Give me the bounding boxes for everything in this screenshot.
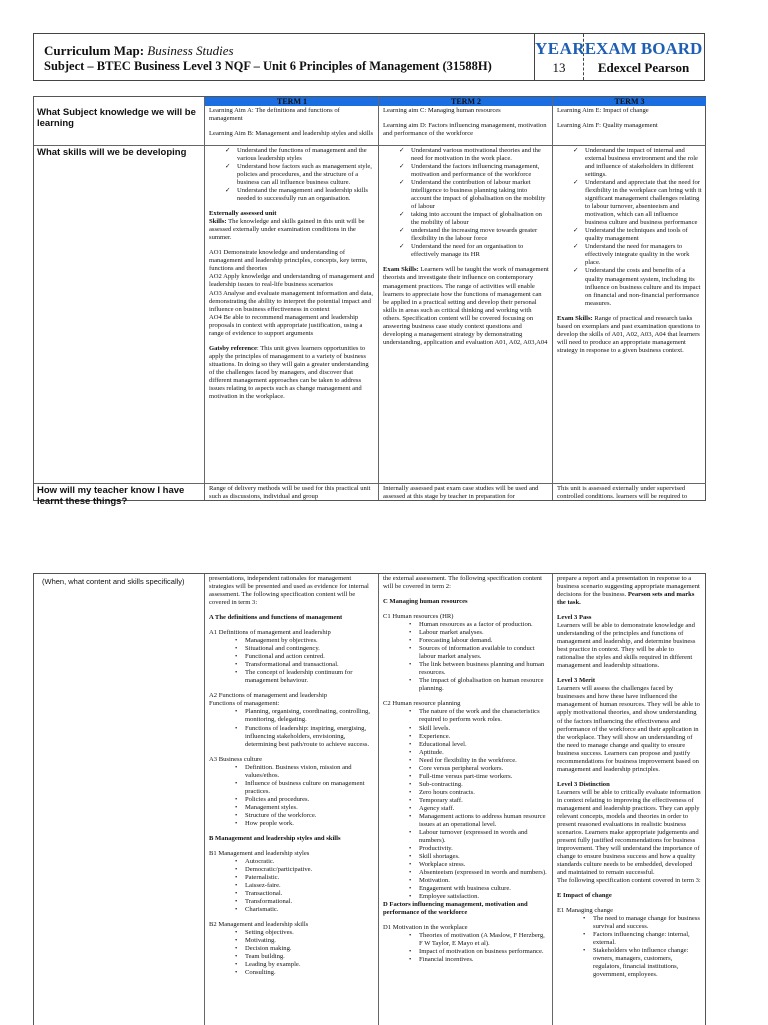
- list-item: • Structure of the workforce.: [245, 812, 374, 820]
- term-3-knowledge: Learning Aim E: Impact of change Learning Aim F: Quality management: [553, 106, 706, 146]
- list-item: • Democratic/participative.: [245, 866, 374, 874]
- list-item: • Transactional.: [245, 890, 374, 898]
- term-2-column: [378, 97, 553, 500]
- term-1-skills: ✓ Understand the functions of management and the various leadership styles ✓ Understand how factors such as management style, policies and procedures, and the structure of a business can all influence business culture. ✓ Understand the management and leadership skills needed to successfully run an organisation. Externally assessed unit Skills: The knowledge and skills gained in this unit will be assessed externally under examination conditions in the summer. AO1 Demonstrate knowledge and understanding of management and leadership principles, concepts, key terms, functions and theories AO2 Apply knowledge and understanding of management and leadership issues to real-life business scenarios AO3 Analyse and evaluate management information and data, demonstrating the ability to interpret the potential impact and influence on business effectiveness in context AO4 Be able to recommend management and leadership proposals in context with appropriate justification, using a range of evidence to support arguments Gatsby reference: This unit gives learners opportunities to apply the principles of management to a variety of business situations. In doing so they will gain a greater understanding of the challenges faced by managers, and discover that different management approaches can be taken to address issues relating to aspects such as change management and motivation in the workplace.: [205, 146, 379, 484]
- list-item: • Laissez-faire.: [245, 882, 374, 890]
- term-3-assessment: This unit is assessed externally under supervised controlled conditions. learners will be required to: [557, 485, 688, 501]
- term-2-knowledge: Learning aim C: Managing human resources Learning aim D: Factors influencing management, motivation and performance of the workforce: [379, 106, 553, 146]
- list-item: • Skill levels.: [419, 725, 548, 733]
- list-item: • The impact of globalisation on human resource planning.: [419, 677, 548, 693]
- list-item: • Productivity.: [419, 845, 548, 853]
- list-item: • Management by objectives.: [245, 637, 374, 645]
- list-item: • Need for flexibility in the workforce.: [419, 757, 548, 765]
- list-item: • Forecasting labour demand.: [419, 637, 548, 645]
- term-3-content: prepare a report and a presentation in response to a business scenario suggesting appropriate management decisions for the business. Pearson sets and marks the task. Level 3 Pass Learners will be able to demonstrate knowledge and understanding of the principles and functions of management and leadership, and determine business best practice in context. They will be able to rationalise the styles and skills required in different management and leadership situations. Level 3 Merit Learners will assess the challenges faced by businesses and how these have influenced the management of human resources. They will be able to apply motivational theories, and show understanding of the factors influencing the effectiveness and performance of the workforce and their application in the workplace. They will show an understanding of the need to manage change and quality to ensure business success. Learners can propose and justify recommendations for business improvement based on management and leadership principles. Level 3 Distinction Learners will be able to critically evaluate information in context relating to improving the effectiveness of management and leadership practices. They can apply relevant concepts, models and theories in order to present reasoned evaluations in realistic business scenarios. Learners make appropriate judgements and present fully justified recommendations for business improvement. They will understand the importance of change to ensure business success and how a quality standards culture needs to be embedded, developed and maintained to remain successful. The following specification content covered in term 3: E Impact of change E1 Managing change • The need to manage change for business survival and success. • Factors influencing change: internal, external. • Stakeholders who influence change: owners, managers, customers, regulators, financial institutions, government, employees.: [552, 574, 705, 1025]
- term-1-assessment: Range of delivery methods will be used for this practical unit such as discussions, individual and group: [209, 485, 371, 501]
- list-item: • Workplace stress.: [419, 861, 548, 869]
- list-item: • Decision making.: [245, 945, 374, 953]
- list-item: • Engagement with business culture.: [419, 885, 548, 893]
- ao2-text: AO2 Apply knowledge and understanding of management and leadership issues to real-life business scenarios: [209, 273, 374, 289]
- list-item: • Management actions to address human resource issues at an operational level.: [419, 813, 548, 829]
- level-3-pass-heading: Level 3 Pass: [557, 614, 592, 622]
- ao3-text: AO3 Analyse and evaluate management information and data, demonstrating the ability to interpret the potential impact and influence on business effectiveness in context: [209, 289, 374, 313]
- exam-board-value: Edexcel Pearson: [597, 60, 690, 75]
- list-item: • Consulting.: [245, 969, 374, 977]
- row-label-when: (When, what content and skills specifically): [42, 577, 185, 586]
- row-label-assessment: How will my teacher know I have learnt these things?: [37, 485, 185, 507]
- section-e-heading: E Impact of change: [557, 892, 612, 900]
- term-1-header: TERM 1: [205, 97, 379, 106]
- list-item: • Financial incentives.: [419, 956, 548, 964]
- list-item: • Absenteeism (expressed in words and numbers).: [419, 869, 548, 877]
- year-box: [534, 34, 584, 80]
- list-item: ✓ Understand the contribution of labour market intelligence to business planning taking into account the impact of globalisation on the mobility of labour: [411, 179, 549, 211]
- section-b-heading: B Management and leadership styles and skills: [209, 834, 341, 842]
- list-item: ✓ Understand the impact of internal and external business environment and the role and influence of stakeholders in different settings.: [585, 147, 702, 179]
- list-item: • Core versus peripheral workers.: [419, 765, 548, 773]
- level-3-merit-heading: Level 3 Merit: [557, 677, 596, 685]
- term-2-skills-list: [383, 147, 549, 259]
- list-item: ✓ taking into account the impact of globalisation on the mobility of labour: [411, 211, 549, 227]
- list-item: • Functions of leadership: inspiring, energising, influencing stakeholders, envisioning, determining best path/route to achieve success.: [245, 725, 374, 749]
- externally-assessed-heading: Externally assessed unit: [209, 210, 277, 218]
- list-item: • Planning, organising, coordinating, controlling, monitoring, delegating.: [245, 708, 374, 724]
- list-item: • Motivation.: [419, 877, 548, 885]
- header-title-block: [34, 34, 534, 80]
- curriculum-table-page-2: [33, 573, 706, 1025]
- list-item: • Definition. Business vision, mission and values/ethos.: [245, 764, 374, 780]
- exam-board-box: [583, 34, 704, 80]
- list-item: • Full-time versus part-time workers.: [419, 773, 548, 781]
- list-item: • The need to manage change for business survival and success.: [593, 915, 701, 931]
- list-item: • Factors influencing change: internal, external.: [593, 931, 701, 947]
- term-2-header: TERM 2: [379, 97, 553, 106]
- row-label-skills: What skills will we be developing: [34, 146, 204, 484]
- term-3-skills: [553, 146, 706, 484]
- list-item: • Experience.: [419, 733, 548, 741]
- list-item: • Charismatic.: [245, 906, 374, 914]
- level-3-distinction-heading: Level 3 Distinction: [557, 780, 610, 788]
- list-item: • The link between business planning and human resources.: [419, 661, 548, 677]
- section-c-heading: C Managing human resources: [383, 598, 468, 606]
- curriculum-table-page-1: [33, 96, 706, 507]
- list-item: • Leading by example.: [245, 961, 374, 969]
- year-label: YEAR: [535, 39, 586, 58]
- list-item: • Educational level.: [419, 741, 548, 749]
- exam-skills-text: Exam Skills: Range of practical and research tasks based on exemplars and past examination questions to develop the skills of A01, A02, A03, A04 that learners will need to produce an appropriate management strategy in response to a given business context.: [557, 314, 701, 354]
- ao1-text: AO1 Demonstrate knowledge and understanding of management and leadership principles, concepts, key terms, functions and theories: [209, 249, 368, 273]
- term-2-skills: [379, 146, 553, 484]
- section-a-heading: A The definitions and functions of management: [209, 614, 343, 622]
- list-item: • Impact of motivation on business performance.: [419, 948, 548, 956]
- exam-skills-text: Exam Skills: Learners will be taught the work of management theorists and investigate their influence on contemporary management practices. The range of activities will enable learners to appreciate how the functions of management can be applied in a practical setting and develop their personal skills in areas such as critical thinking and working with others. Specification content will be covered focusing on answering business case study context questions and developing a management strategy by demonstrating understanding, application and evaluation A01, A02, A03,A04: [383, 266, 549, 346]
- term-1-skills-list: [209, 147, 375, 203]
- list-item: ✓ Understand the need for managers to effectively integrate quality in the work place.: [585, 243, 702, 267]
- list-item: • Situational and contingency.: [245, 645, 374, 653]
- list-item: • The concept of leadership continuum for management behaviour.: [245, 669, 374, 685]
- term-3-header: TERM 3: [553, 97, 706, 106]
- list-item: • Agency staff.: [419, 805, 548, 813]
- list-item: • Transformational.: [245, 898, 374, 906]
- list-item: • Stakeholders who influence change: owners, managers, customers, regulators, financial institutions, government, employees.: [593, 947, 701, 979]
- list-item: • Motivating.: [245, 937, 374, 945]
- list-item: ✓ Understand the need for an organisation to effectively manage its HR: [411, 243, 549, 259]
- term-1-column: [204, 97, 379, 500]
- list-item: ✓ Understand and appreciate that the need for flexibility in the workplace can bring with it significant management challenges relating to labour turnover, absenteeism and motivation, which can all influence business culture and business performance: [585, 179, 702, 227]
- subject-name: Business Studies: [147, 43, 234, 58]
- term-3-column: [552, 97, 706, 500]
- list-item: • Zero hours contracts.: [419, 789, 548, 797]
- list-item: • Functional and action centred.: [245, 653, 374, 661]
- term-2-content: the external assessment. The following specification content will be covered in term 2: C Managing human resources C1 Human resources (HR) • Human resources as a factor of production. • Labour market analyses. • Forecasting labour demand. • Sources of information available to conduct labour market analyses. • The link between business planning and human resources. • The impact of globalisation on human resource planning. C2 Human resource planning • The nature of the work and the characteristics required to perform work roles. • Skill levels. • Experience. • Educational level. • Aptitude. • Need for flexibility in the workforce. • Core versus peripheral workers. • Full-time versus part-time workers. • Sub-contracting. • Zero hours contracts. • Temporary staff. • Agency staff. • Management actions to address human resource issues at an operational level. • Labour turnover (expressed in words and numbers). • Productivity. • Skill shortages. • Workplace stress. • Absenteeism (expressed in words and numbers). • Motivation. • Engagement with business culture. • Employee satisfaction. D Factors influencing management, motivation and performance of the workforce D1 Motivation in the workplace • Theories of motivation (A Maslow, F Herzberg, F W Taylor, E Mayo et al). • Impact of motivation on business performance. • Financial incentives.: [378, 574, 552, 1025]
- list-item: • Setting objectives.: [245, 929, 374, 937]
- ao4-text: AO4 Be able to recommend management and leadership proposals in context with appropriate justification, using a range of evidence to support arguments: [209, 313, 363, 337]
- list-item: • Labour turnover (expressed in words and numbers).: [419, 829, 548, 845]
- list-item: • Influence of business culture on management practices.: [245, 780, 374, 796]
- list-item: ✓ Understand the management and leadership skills needed to successfully run an organisation.: [237, 187, 375, 203]
- subject-line: Subject – BTEC Business Level 3 NQF – Unit 6 Principles of Management (31588H): [44, 59, 492, 73]
- list-item: • Employee satisfaction.: [419, 893, 548, 901]
- list-item: ✓ Understand various motivational theories and the need for motivation in the work place.: [411, 147, 549, 163]
- list-item: • How people work.: [245, 820, 374, 828]
- page-title: Curriculum Map: Business Studies: [44, 43, 234, 58]
- term-1-knowledge: Learning Aim A: The definitions and functions of management Learning Aim B: Management and leadership styles and skills: [205, 106, 379, 146]
- year-value: 13: [552, 60, 566, 75]
- document-header: [33, 33, 705, 81]
- list-item: • Autocratic.: [245, 858, 374, 866]
- list-item: ✓ Understand the techniques and tools of quality management: [585, 227, 702, 243]
- term-3-skills-list: [557, 147, 702, 308]
- list-item: • Policies and procedures.: [245, 796, 374, 804]
- list-item: • Sub-contracting.: [419, 781, 548, 789]
- gatsby-reference: Gatsby reference: This unit gives learners opportunities to apply the principles of management to a variety of business situations. In doing so they will gain a greater understanding of the challenges faced by managers, and discover that different management approaches can be taken to address issues relating to aspects such as change management and motivation in the workplace.: [209, 344, 369, 400]
- list-item: ✓ understand the increasing move towards greater flexibility in the labour force: [411, 227, 549, 243]
- list-item: • Aptitude.: [419, 749, 548, 757]
- list-item: ✓ Understand the functions of management and the various leadership styles: [237, 147, 375, 163]
- list-item: ✓ Understand the factors influencing management, motivation and performance of the workforce: [411, 163, 549, 179]
- list-item: • Team building.: [245, 953, 374, 961]
- section-d-heading: D Factors influencing management, motivation and performance of the workforce: [383, 901, 528, 917]
- term-1-content: presentations, independent rationales for management strategies will be presented and used as evidence for internal assessment. The following specification content will be covered in term 3: A The definitions and functions of management A1 Definitions of management and leadership • Management by objectives. • Situational and contingency. • Functional and action centred. • Transformational and transactional. • The concept of leadership continuum for management behaviour. A2 Functions of management and leadership Functions of management: • Planning, organising, coordinating, controlling, monitoring, delegating. • Functions of leadership: inspiring, energising, influencing stakeholders, envisioning, determining best path/route to achieve success. A3 Business culture • Definition. Business vision, mission and values/ethos. • Influence of business culture on management practices. • Policies and procedures. • Management styles. • Structure of the workforce. • How people work. B Management and leadership styles and skills B1 Management and leadership styles • Autocratic. • Democratic/participative. • Paternalistic. • Laissez-faire. • Transactional. • Transformational. • Charismatic. B2 Management and leadership skills • Setting objectives. • Motivating. • Decision making. • Team building. • Leading by example. • Consulting.: [204, 574, 378, 1025]
- term-2-assessment: Internally assessed past exam case studies will be used and assessed at this stage by teacher in preparation for: [383, 485, 539, 501]
- list-item: • Sources of information available to conduct labour market analyses.: [419, 645, 548, 661]
- list-item: • Theories of motivation (A Maslow, F Herzberg, F W Taylor, E Mayo et al).: [419, 932, 548, 948]
- list-item: • Transformational and transactional.: [245, 661, 374, 669]
- list-item: ✓ Understand the costs and benefits of a quality management system, including its influence on business culture and its impact on financial and non-financial performance measures.: [585, 267, 702, 307]
- list-item: • Management styles.: [245, 804, 374, 812]
- list-item: • The nature of the work and the characteristics required to perform work roles.: [419, 708, 548, 724]
- list-item: • Labour market analyses.: [419, 629, 548, 637]
- list-item: • Skill shortages.: [419, 853, 548, 861]
- exam-board-label: EXAM BOARD: [584, 39, 703, 58]
- list-item: • Temporary staff.: [419, 797, 548, 805]
- list-item: • Paternalistic.: [245, 874, 374, 882]
- row-label-knowledge: What Subject knowledge we will be learning: [34, 106, 204, 146]
- list-item: • Human resources as a factor of production.: [419, 621, 548, 629]
- list-item: ✓ Understand how factors such as management style, policies and procedures, and the structure of a business can all influence business culture.: [237, 163, 375, 187]
